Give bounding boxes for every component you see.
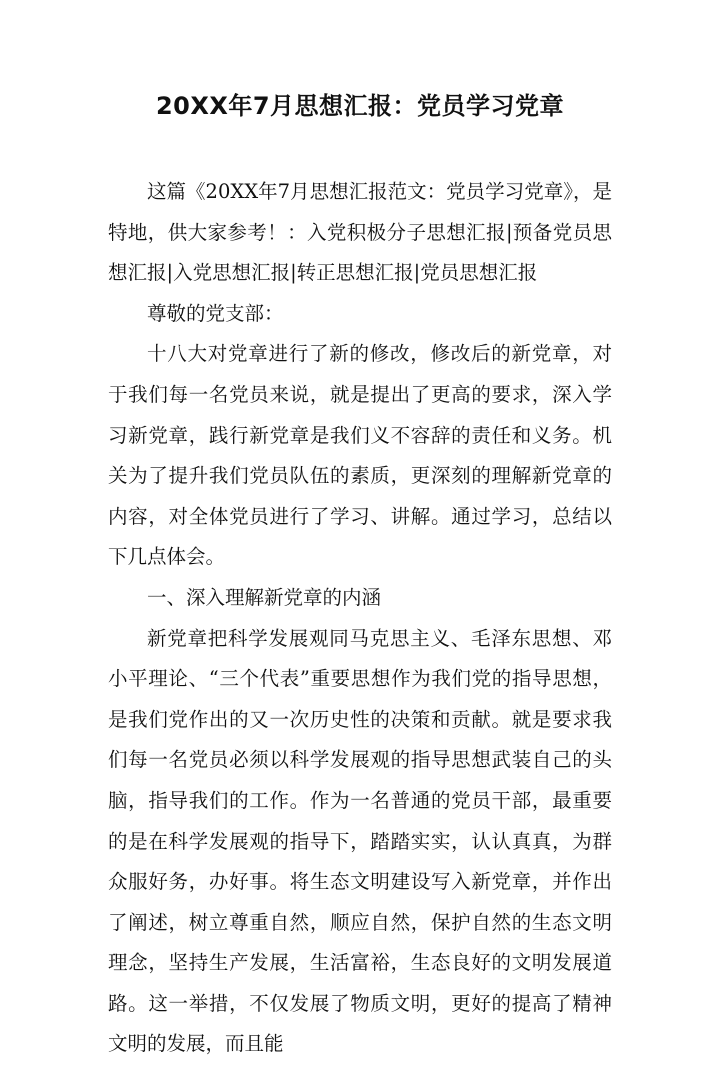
section-heading: 一、深入理解新党章的内涵 bbox=[147, 585, 382, 609]
document-title: 20XX年7月思想汇报：党员学习党章 bbox=[155, 92, 565, 120]
body-paragraph: 十八大对党章进行了新的修改，修改后的新党章，对于我们每一名党员来说，就是提出了更高的要求，深入学习新党章，践行新党章是我们义不容辞的责任和义务。机关为了提升我们党员队伍的素质，更深刻的理解新党章的内容，对全体党员进行了学习、讲解。通过学习，总结以下几点体会。 bbox=[108, 342, 612, 569]
intro-paragraph: 这篇《20XX年7月思想汇报范文：党员学习党章》，是特地，供大家参考！：入党积极分子思想汇报|预备党员思想汇报|入党思想汇报|转正思想汇报|党员思想汇报 bbox=[108, 180, 612, 285]
document-body bbox=[108, 172, 612, 1065]
body-paragraph: 新党章把科学发展观同马克思主义、毛泽东思想、邓小平理论、“三个代表”重要思想作为我们党的指导思想，是我们党作出的又一次历史性的决策和贡献。就是要求我们每一名党员必须以科学发展观的指导思想武装自己的头脑，指导我们的工作。作为一名普通的党员干部，最重要的是在科学发展观的指导下，踏踏实实，认认真真，为群众服好务，办好事。将生态文明建设写入新党章，并作出了阐述，树立尊重自然，顺应自然，保护自然的生态文明理念，坚持生产发展，生活富裕，生态良好的文明发展道路。这一举措，不仅发展了物质文明，更好的提高了精神文明的发展，而且能 bbox=[108, 626, 612, 1056]
salutation: 尊敬的党支部： bbox=[147, 301, 284, 325]
